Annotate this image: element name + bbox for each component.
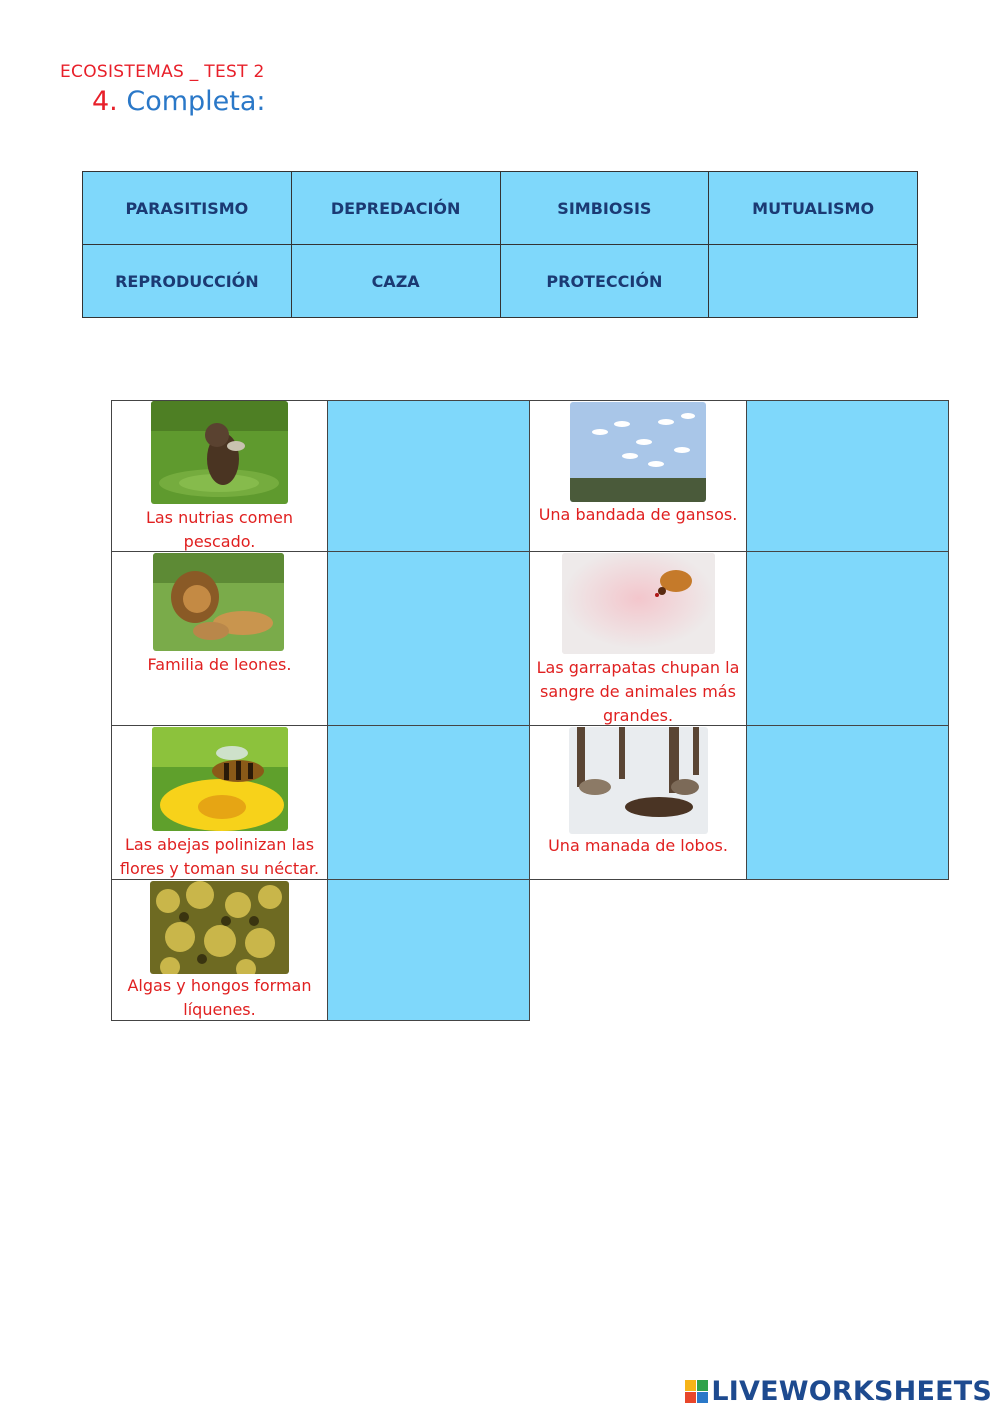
instruction xyxy=(92,86,266,117)
logo-text: LIVEWORKSHEETS xyxy=(711,1376,992,1407)
answer-box[interactable] xyxy=(746,400,949,552)
word-bank-item[interactable]: PROTECCIÓN xyxy=(500,245,709,318)
word-bank-row xyxy=(83,172,918,245)
exercise-caption: Las garrapatas chupan la sangre de animales más grandes. xyxy=(536,658,740,725)
answer-box[interactable] xyxy=(746,551,949,726)
word-bank-item[interactable]: CAZA xyxy=(291,245,500,318)
worksheet-title: ECOSISTEMAS _ TEST 2 xyxy=(60,62,265,82)
exercise-caption: Una manada de lobos. xyxy=(548,836,728,855)
word-bank xyxy=(82,171,918,318)
word-bank-item[interactable]: REPRODUCCIÓN xyxy=(83,245,292,318)
word-bank-item-empty[interactable] xyxy=(709,245,918,318)
answer-box[interactable] xyxy=(327,725,530,880)
word-bank-row xyxy=(83,245,918,318)
exercise-image-cell xyxy=(529,400,747,552)
wolf-pack-image xyxy=(569,727,708,834)
otter-eating-fish-image xyxy=(151,401,288,504)
bee-on-flower-image xyxy=(152,727,288,831)
answer-box[interactable] xyxy=(746,725,949,880)
exercise-image-cell xyxy=(529,551,747,726)
exercise-image-cell xyxy=(111,400,328,552)
word-bank-item[interactable]: SIMBIOSIS xyxy=(500,172,709,245)
word-bank-item[interactable]: DEPREDACIÓN xyxy=(291,172,500,245)
exercise-image-cell xyxy=(111,551,328,726)
instruction-number: 4. xyxy=(92,86,118,117)
answer-box[interactable] xyxy=(327,879,530,1021)
liveworksheets-logo-icon xyxy=(685,1380,708,1403)
lion-family-image xyxy=(153,553,284,651)
exercise-caption: Las nutrias comen pescado. xyxy=(145,508,294,551)
exercise-image-cell xyxy=(529,725,747,880)
exercise-image-cell xyxy=(111,725,328,880)
exercise-caption: Familia de leones. xyxy=(147,655,292,674)
flock-of-geese-image xyxy=(570,402,706,502)
instruction-text: Completa: xyxy=(126,86,266,117)
word-bank-item[interactable]: PARASITISMO xyxy=(83,172,292,245)
answer-box[interactable] xyxy=(327,400,530,552)
exercise-caption: Una bandada de gansos. xyxy=(538,505,738,524)
liveworksheets-logo[interactable] xyxy=(685,1376,992,1407)
exercise-caption: Algas y hongos forman líquenes. xyxy=(127,976,312,1019)
answer-box[interactable] xyxy=(327,551,530,726)
exercise-image-cell xyxy=(111,879,328,1021)
word-bank-item[interactable]: MUTUALISMO xyxy=(709,172,918,245)
tick-on-fur-image xyxy=(562,553,715,654)
exercise-caption: Las abejas polinizan las flores y toman su néctar. xyxy=(119,835,320,878)
lichen-image xyxy=(150,881,289,974)
